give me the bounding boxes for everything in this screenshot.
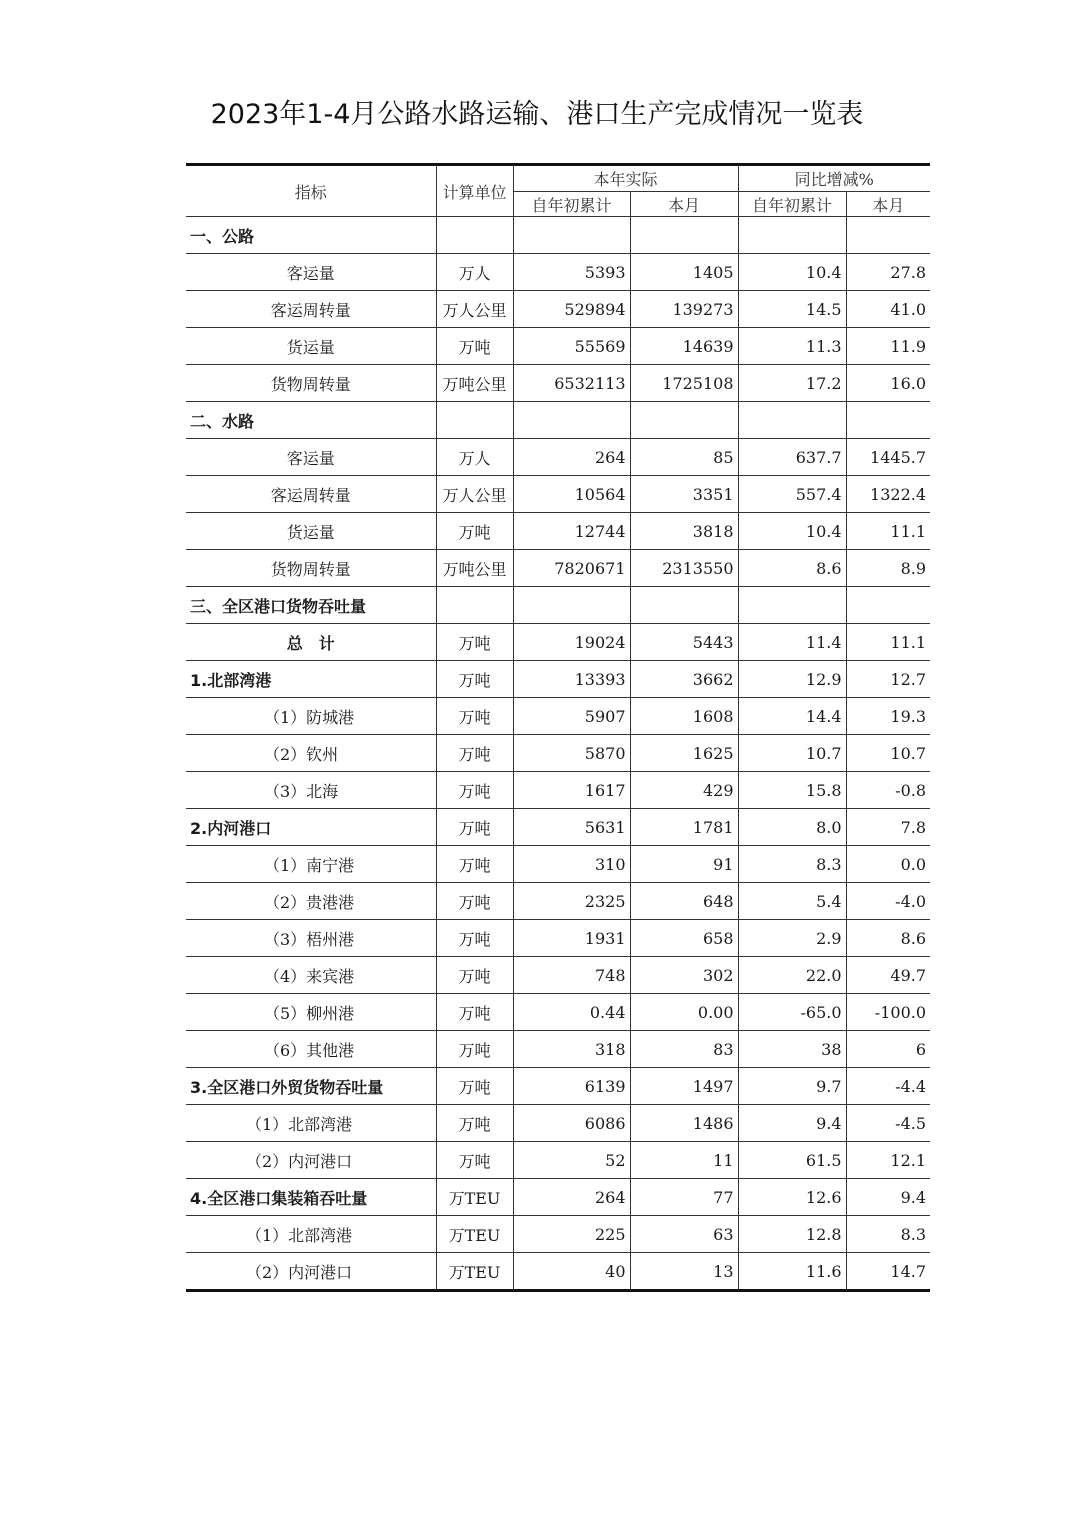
row-actual-ytd: 5870	[513, 735, 630, 772]
table-row	[186, 587, 930, 624]
row-unit	[436, 217, 513, 254]
row-yoy-month: 11.9	[846, 328, 930, 365]
row-actual-month: 91	[630, 846, 738, 883]
row-unit: 万吨	[436, 994, 513, 1031]
row-unit: 万吨	[436, 735, 513, 772]
row-actual-month: 1497	[630, 1068, 738, 1105]
row-actual-ytd: 225	[513, 1216, 630, 1253]
row-actual-ytd: 264	[513, 1179, 630, 1216]
table-row	[186, 1031, 930, 1068]
row-actual-month: 11	[630, 1142, 738, 1179]
row-actual-month: 658	[630, 920, 738, 957]
row-indicator: 货物周转量	[186, 365, 436, 402]
row-actual-ytd: 7820671	[513, 550, 630, 587]
table-row	[186, 328, 930, 365]
row-actual-month: 63	[630, 1216, 738, 1253]
row-indicator: （6）其他港	[186, 1031, 436, 1068]
row-actual-month: 77	[630, 1179, 738, 1216]
row-indicator: （4）来宾港	[186, 957, 436, 994]
row-yoy-ytd: 8.6	[738, 550, 846, 587]
row-yoy-month: 9.4	[846, 1179, 930, 1216]
row-unit: 万吨公里	[436, 550, 513, 587]
row-yoy-month: 8.9	[846, 550, 930, 587]
row-actual-month: 302	[630, 957, 738, 994]
header-yoy-group: 同比增减%	[738, 165, 930, 192]
row-yoy-month: 16.0	[846, 365, 930, 402]
page-title: 2023年1-4月公路水路运输、港口生产完成情况一览表	[210, 99, 864, 130]
row-unit: 万吨	[436, 772, 513, 809]
table-row	[186, 957, 930, 994]
row-yoy-month: 49.7	[846, 957, 930, 994]
row-yoy-ytd: 637.7	[738, 439, 846, 476]
row-yoy-ytd: 11.4	[738, 624, 846, 661]
row-yoy-ytd: 11.6	[738, 1253, 846, 1291]
row-unit: 万吨	[436, 846, 513, 883]
row-yoy-month: 11.1	[846, 624, 930, 661]
row-indicator: 一、公路	[186, 217, 436, 254]
row-actual-ytd: 264	[513, 439, 630, 476]
table-row	[186, 809, 930, 846]
row-yoy-ytd: 14.5	[738, 291, 846, 328]
row-unit: 万吨	[436, 328, 513, 365]
row-unit: 万人公里	[436, 291, 513, 328]
row-yoy-month: -4.4	[846, 1068, 930, 1105]
row-yoy-month	[846, 217, 930, 254]
row-indicator: 二、水路	[186, 402, 436, 439]
row-yoy-ytd: 8.3	[738, 846, 846, 883]
row-actual-ytd: 19024	[513, 624, 630, 661]
header-actual-group: 本年实际	[513, 165, 738, 192]
table-row	[186, 1142, 930, 1179]
statistics-table	[186, 163, 930, 1292]
table-row	[186, 1216, 930, 1253]
row-actual-ytd: 40	[513, 1253, 630, 1291]
row-actual-ytd: 10564	[513, 476, 630, 513]
row-actual-ytd: 2325	[513, 883, 630, 920]
table-row	[186, 1179, 930, 1216]
row-yoy-ytd: 15.8	[738, 772, 846, 809]
row-actual-month: 14639	[630, 328, 738, 365]
row-actual-month: 1725108	[630, 365, 738, 402]
header-yoy-month: 本月	[846, 192, 930, 217]
row-indicator: 4.全区港口集装箱吞吐量	[186, 1179, 436, 1216]
row-indicator: 货物周转量	[186, 550, 436, 587]
row-indicator: （1）防城港	[186, 698, 436, 735]
row-actual-ytd: 529894	[513, 291, 630, 328]
row-unit: 万吨	[436, 513, 513, 550]
row-indicator: 总 计	[186, 624, 436, 661]
row-unit: 万人	[436, 439, 513, 476]
row-yoy-ytd: 557.4	[738, 476, 846, 513]
header-actual-month: 本月	[630, 192, 738, 217]
row-indicator: 货运量	[186, 513, 436, 550]
table-row	[186, 1068, 930, 1105]
row-unit: 万人	[436, 254, 513, 291]
row-yoy-ytd: 12.8	[738, 1216, 846, 1253]
row-actual-ytd: 5907	[513, 698, 630, 735]
row-unit: 万吨	[436, 661, 513, 698]
row-yoy-ytd: -65.0	[738, 994, 846, 1031]
row-unit: 万吨	[436, 920, 513, 957]
row-yoy-month: 12.7	[846, 661, 930, 698]
table-row	[186, 476, 930, 513]
row-unit: 万吨	[436, 1105, 513, 1142]
table-row	[186, 661, 930, 698]
row-actual-month: 139273	[630, 291, 738, 328]
header-indicator: 指标	[186, 165, 436, 217]
row-indicator: 客运量	[186, 439, 436, 476]
row-actual-ytd: 6139	[513, 1068, 630, 1105]
row-unit: 万吨	[436, 624, 513, 661]
table-row	[186, 883, 930, 920]
row-yoy-month: 8.3	[846, 1216, 930, 1253]
row-yoy-month: 1322.4	[846, 476, 930, 513]
row-actual-ytd	[513, 217, 630, 254]
row-yoy-ytd: 10.7	[738, 735, 846, 772]
row-indicator: （1）北部湾港	[186, 1216, 436, 1253]
row-actual-month: 0.00	[630, 994, 738, 1031]
row-unit: 万吨	[436, 1142, 513, 1179]
row-actual-month: 83	[630, 1031, 738, 1068]
row-yoy-month: 27.8	[846, 254, 930, 291]
row-actual-month: 1625	[630, 735, 738, 772]
header-unit: 计算单位	[436, 165, 513, 217]
row-actual-month	[630, 587, 738, 624]
table-row	[186, 1105, 930, 1142]
table-row	[186, 735, 930, 772]
row-yoy-month: -4.5	[846, 1105, 930, 1142]
row-yoy-ytd: 10.4	[738, 254, 846, 291]
row-yoy-ytd: 8.0	[738, 809, 846, 846]
row-actual-month: 1486	[630, 1105, 738, 1142]
row-indicator: （2）内河港口	[186, 1253, 436, 1291]
row-yoy-ytd: 9.7	[738, 1068, 846, 1105]
row-yoy-ytd	[738, 402, 846, 439]
row-indicator: （5）柳州港	[186, 994, 436, 1031]
table-row	[186, 365, 930, 402]
row-actual-ytd: 318	[513, 1031, 630, 1068]
row-unit: 万TEU	[436, 1216, 513, 1253]
row-actual-month: 3662	[630, 661, 738, 698]
row-indicator: 3.全区港口外贸货物吞吐量	[186, 1068, 436, 1105]
row-yoy-month: 12.1	[846, 1142, 930, 1179]
row-yoy-ytd	[738, 217, 846, 254]
row-actual-ytd: 310	[513, 846, 630, 883]
table-row	[186, 920, 930, 957]
row-yoy-ytd: 61.5	[738, 1142, 846, 1179]
row-yoy-month: 19.3	[846, 698, 930, 735]
row-unit	[436, 587, 513, 624]
row-yoy-month: -4.0	[846, 883, 930, 920]
row-yoy-month: -100.0	[846, 994, 930, 1031]
row-yoy-ytd: 10.4	[738, 513, 846, 550]
row-unit: 万吨	[436, 1068, 513, 1105]
row-yoy-month: 10.7	[846, 735, 930, 772]
row-yoy-ytd: 22.0	[738, 957, 846, 994]
row-actual-ytd: 52	[513, 1142, 630, 1179]
row-indicator: 客运量	[186, 254, 436, 291]
row-yoy-ytd: 14.4	[738, 698, 846, 735]
row-yoy-month: 8.6	[846, 920, 930, 957]
row-yoy-month: -0.8	[846, 772, 930, 809]
table-row	[186, 1253, 930, 1291]
table-row	[186, 994, 930, 1031]
row-actual-month: 1405	[630, 254, 738, 291]
row-actual-month	[630, 402, 738, 439]
row-actual-month: 13	[630, 1253, 738, 1291]
row-yoy-ytd: 5.4	[738, 883, 846, 920]
row-yoy-month: 14.7	[846, 1253, 930, 1291]
row-yoy-month: 7.8	[846, 809, 930, 846]
table-row	[186, 513, 930, 550]
table-row	[186, 772, 930, 809]
row-actual-ytd: 6532113	[513, 365, 630, 402]
row-actual-ytd: 0.44	[513, 994, 630, 1031]
row-indicator: 客运周转量	[186, 291, 436, 328]
row-unit: 万吨	[436, 957, 513, 994]
row-indicator: （3）北海	[186, 772, 436, 809]
row-yoy-ytd: 11.3	[738, 328, 846, 365]
row-yoy-ytd: 12.6	[738, 1179, 846, 1216]
row-indicator: （2）贵港港	[186, 883, 436, 920]
table-row	[186, 698, 930, 735]
table-row	[186, 254, 930, 291]
row-actual-ytd: 12744	[513, 513, 630, 550]
header-actual-ytd: 自年初累计	[513, 192, 630, 217]
row-unit	[436, 402, 513, 439]
row-unit: 万TEU	[436, 1179, 513, 1216]
row-actual-month: 3818	[630, 513, 738, 550]
row-actual-month: 5443	[630, 624, 738, 661]
row-yoy-month: 41.0	[846, 291, 930, 328]
row-yoy-month: 6	[846, 1031, 930, 1068]
row-unit: 万吨	[436, 698, 513, 735]
row-actual-month: 3351	[630, 476, 738, 513]
row-actual-ytd: 1617	[513, 772, 630, 809]
row-actual-month: 1781	[630, 809, 738, 846]
row-indicator: （3）梧州港	[186, 920, 436, 957]
row-indicator: 1.北部湾港	[186, 661, 436, 698]
row-unit: 万吨	[436, 1031, 513, 1068]
table-row	[186, 439, 930, 476]
row-yoy-ytd: 38	[738, 1031, 846, 1068]
row-yoy-month: 0.0	[846, 846, 930, 883]
row-actual-ytd: 748	[513, 957, 630, 994]
row-yoy-ytd: 12.9	[738, 661, 846, 698]
row-indicator: （2）钦州	[186, 735, 436, 772]
row-yoy-month	[846, 402, 930, 439]
row-actual-ytd: 13393	[513, 661, 630, 698]
row-yoy-ytd: 9.4	[738, 1105, 846, 1142]
row-indicator: （1）北部湾港	[186, 1105, 436, 1142]
row-actual-month: 429	[630, 772, 738, 809]
row-actual-ytd	[513, 402, 630, 439]
header-yoy-ytd: 自年初累计	[738, 192, 846, 217]
table-row	[186, 217, 930, 254]
row-unit: 万吨	[436, 809, 513, 846]
row-actual-ytd: 5393	[513, 254, 630, 291]
row-actual-month: 85	[630, 439, 738, 476]
table-row	[186, 846, 930, 883]
row-yoy-month: 1445.7	[846, 439, 930, 476]
row-yoy-ytd	[738, 587, 846, 624]
table-row	[186, 624, 930, 661]
row-actual-month	[630, 217, 738, 254]
row-actual-ytd	[513, 587, 630, 624]
row-yoy-month	[846, 587, 930, 624]
table-row	[186, 291, 930, 328]
row-actual-ytd: 55569	[513, 328, 630, 365]
table-row	[186, 550, 930, 587]
row-unit: 万吨	[436, 883, 513, 920]
row-yoy-ytd: 2.9	[738, 920, 846, 957]
row-indicator: 三、全区港口货物吞吐量	[186, 587, 436, 624]
row-unit: 万TEU	[436, 1253, 513, 1291]
row-actual-month: 1608	[630, 698, 738, 735]
row-yoy-ytd: 17.2	[738, 365, 846, 402]
row-actual-ytd: 1931	[513, 920, 630, 957]
row-actual-month: 2313550	[630, 550, 738, 587]
row-unit: 万人公里	[436, 476, 513, 513]
row-indicator: 货运量	[186, 328, 436, 365]
row-actual-month: 648	[630, 883, 738, 920]
row-actual-ytd: 6086	[513, 1105, 630, 1142]
row-indicator: 客运周转量	[186, 476, 436, 513]
row-indicator: （2）内河港口	[186, 1142, 436, 1179]
table-row	[186, 402, 930, 439]
row-indicator: 2.内河港口	[186, 809, 436, 846]
row-yoy-month: 11.1	[846, 513, 930, 550]
row-unit: 万吨公里	[436, 365, 513, 402]
row-indicator: （1）南宁港	[186, 846, 436, 883]
row-actual-ytd: 5631	[513, 809, 630, 846]
